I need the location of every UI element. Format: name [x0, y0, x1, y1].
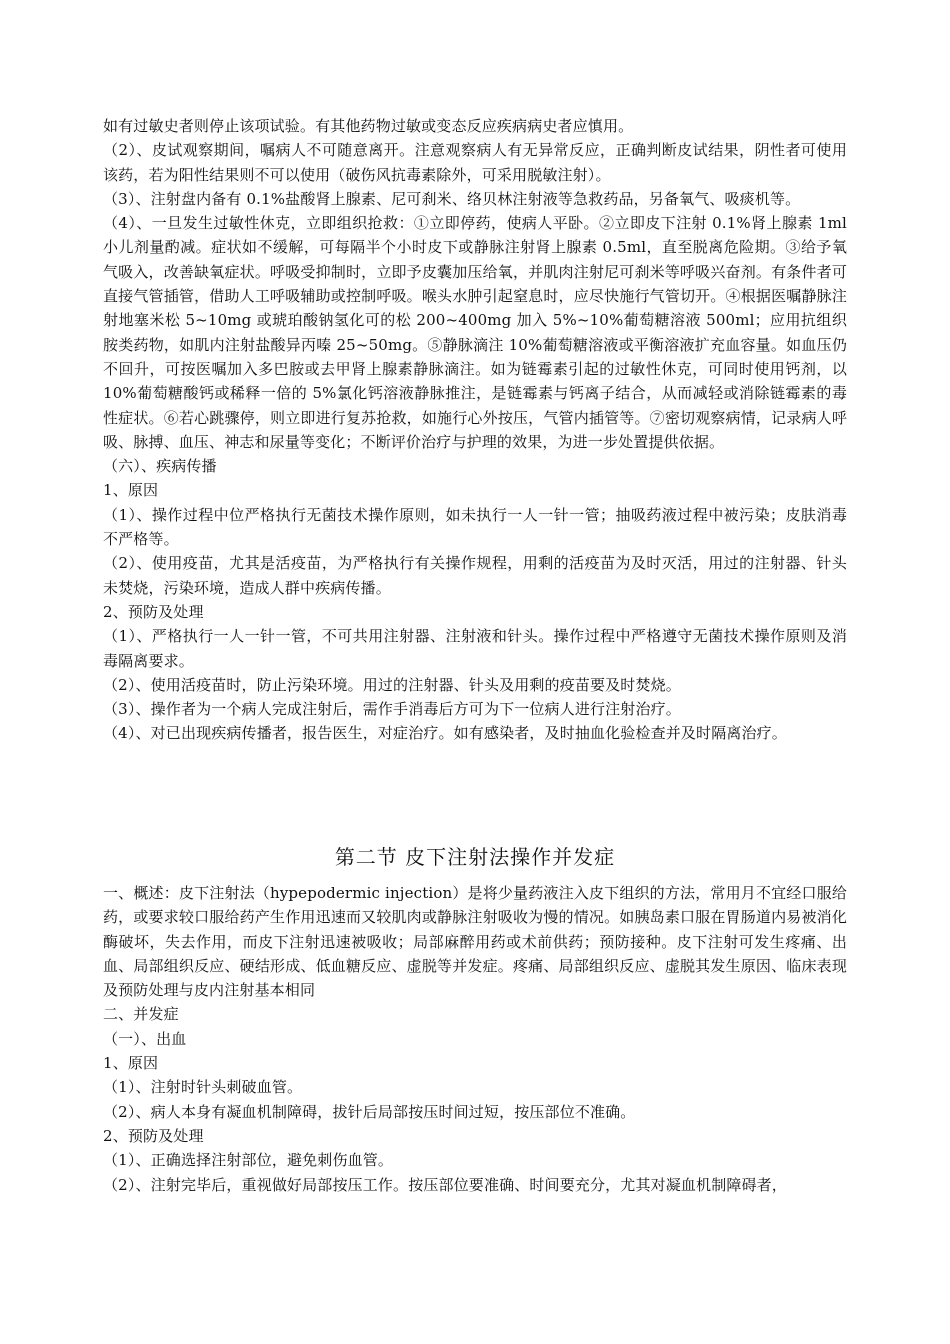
- subheading: 二、并发症: [103, 1005, 179, 1024]
- paragraph: （2）、注射完毕后，重视做好局部按压工作。按压部位要准确、时间要充分，尤其对凝血机制障碍者，: [103, 1175, 787, 1194]
- paragraph: （2）、使用活疫苗时，防止污染环境。用过的注射器、针头及用剩的疫苗要及时焚烧。: [103, 675, 681, 694]
- body-text-lower: [103, 881, 847, 1197]
- paragraph: 如有过敏史者则停止该项试验。有其他药物过敏或变态反应疾病病史者应慎用。: [103, 117, 634, 135]
- subheading: （六）、疾病传播: [103, 457, 217, 476]
- paragraph: （2）、皮试观察期间，嘱病人不可随意离开。注意观察病人有无异常反应，正确判断皮试结果，阴性者可使用该药，若为阳性结果则不可以使用（破伤风抗毒素除外，可采用脱敏注射）。: [103, 141, 847, 184]
- subheading: 2、预防及处理: [103, 602, 204, 621]
- subheading: 1、原因: [103, 1054, 159, 1073]
- subheading: 2、预防及处理: [103, 1126, 204, 1145]
- paragraph: （3）、操作者为一个病人完成注射后，需作手消毒后方可为下一位病人进行注射治疗。: [103, 700, 681, 719]
- paragraph: （1）、正确选择注射部位，避免刺伤血管。: [103, 1151, 394, 1170]
- paragraph: （2）、病人本身有凝血机制障碍，拔针后局部按压时间过短，按压部位不准确。: [103, 1102, 636, 1121]
- paragraph: （1）、严格执行一人一针一管，不可共用注射器、注射液和针头。操作过程中严格遵守无菌技术操作原则及消毒隔离要求。: [103, 627, 847, 670]
- paragraph: （1）、注射时针头刺破血管。: [103, 1078, 303, 1097]
- paragraph: （3）、注射盘内备有 0.1%盐酸肾上腺素、尼可刹米、络贝林注射液等急救药品，另备氧气、吸痰机等。: [103, 189, 801, 208]
- paragraph: （1）、操作过程中位严格执行无菌技术操作原则，如未执行一人一针一管；抽吸药液过程中被污染；皮肤消毒不严格等。: [103, 505, 847, 549]
- subheading: （一）、出血: [103, 1029, 187, 1048]
- paragraph: （4）、一旦发生过敏性休克，立即组织抢救：①立即停药，使病人平卧。②立即皮下注射 0.1%肾上腺素 1ml 小儿剂量酌减。症状如不缓解，可每隔半个小时皮下或静脉注射肾上腺素 0.5ml，直至脱离危险期。③给予氧气吸入，改善缺氧症状。呼吸受抑制时，立即予皮囊加压给氧，并肌肉注射尼可刹米等呼吸兴奋剂。有条件者可直接气管插管，借助人工呼吸辅助或控制呼吸。喉头水肿引起窒息时，应尽快施行气管切开。④根据医嘱静脉注射地塞米松 5~10mg 或琥珀酸钠氢化可的松 200~400mg 加入 5%~10%葡萄糖溶液 500ml；应用抗组织胺类药物，如肌内注射盐酸异丙嗪 25~50mg。⑤静脉滴注 10%葡萄糖溶液或平衡溶液扩充血容量。如血压仍不回升，可按医嘱加入多巴胺或去甲肾上腺素静脉滴注。如为链霉素引起的过敏性休克，可同时使用钙剂，以 10%葡萄糖酸钙或稀释一倍的 5%氯化钙溶液静脉推注，是链霉素与钙离子结合，从而减轻或消除链霉素的毒性症状。⑥若心跳骤停，则立即进行复苏抢救，如施行心外按压，气管内插管等。⑦密切观察病情，记录病人呼吸、脉搏、血压、神志和尿量等变化；不断评价治疗与护理的效果，为进一步处置提供依据。: [103, 214, 847, 451]
- body-text-upper: [103, 114, 847, 746]
- paragraph: （4）、对已出现疾病传播者，报告医生，对症治疗。如有感染者，及时抽血化验检查并及时隔离治疗。: [103, 724, 787, 743]
- paragraph: 一、概述：皮下注射法（hypepodermic injection）是将少量药液注入皮下组织的方法，常用月不宜经口服给药，或要求较口服给药产生作用迅速而又较肌肉或静脉注射吸收为慢的情况。如胰岛素口服在胃肠道内易被消化酶破坏，失去作用，而皮下注射迅速被吸收；局部麻醉用药或术前供药；预防接种。皮下注射可发生疼痛、出血、局部组织反应、硬结形成、低血糖反应、虚脱等并发症。疼痛、局部组织反应、虚脱其发生原因、临床表现及预防处理与皮内注射基本相同: [103, 884, 847, 1000]
- subheading: 1、原因: [103, 481, 159, 500]
- paragraph: （2）、使用疫苗，尤其是活疫苗，为严格执行有关操作规程，用剩的活疫苗为及时灭活，用过的注射器、针头未焚烧，污染环境，造成人群中疾病传播。: [103, 554, 847, 597]
- section-title: 第二节 皮下注射法操作并发症: [334, 845, 616, 869]
